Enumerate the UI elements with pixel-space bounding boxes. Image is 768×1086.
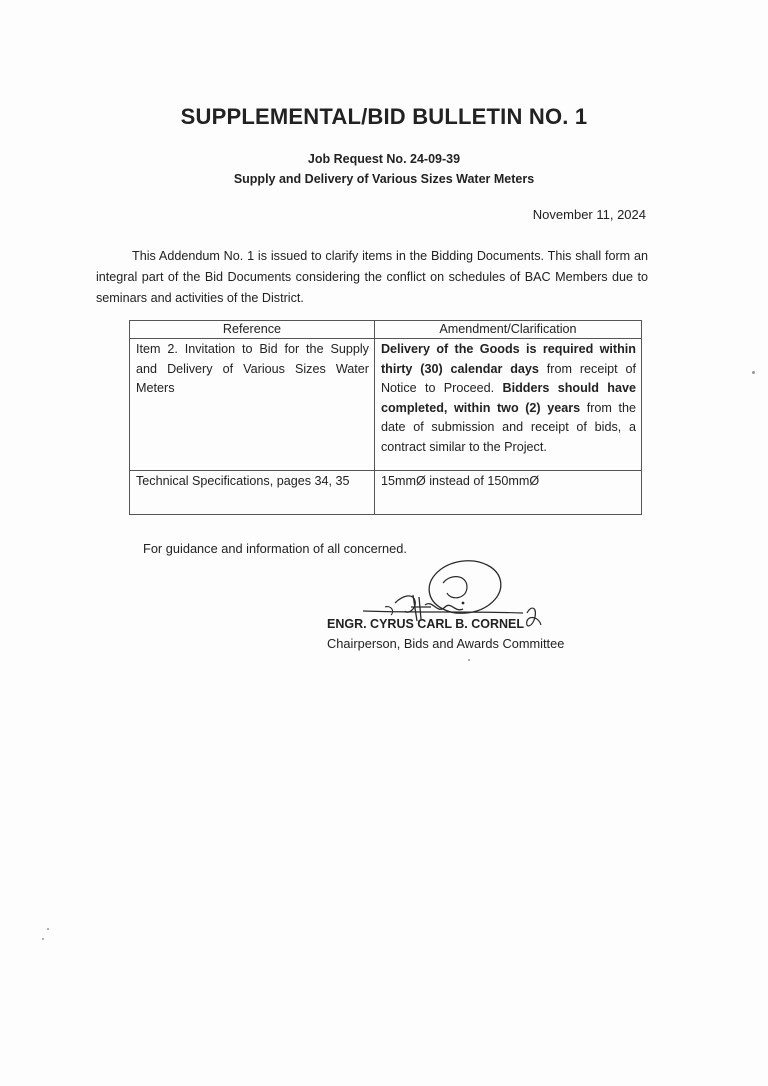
table-header-row	[130, 321, 642, 339]
signatory-name: ENGR. CYRUS CARL B. CORNEL	[327, 617, 525, 631]
bulletin-date: November 11, 2024	[532, 207, 646, 222]
row1-amendment-bold-1: Delivery of the Goods is required within thirty (30) calendar days	[380, 342, 636, 376]
scan-speck	[47, 928, 49, 930]
row1-amendment-text-1: from receipt of Notice to Proceed.	[380, 361, 636, 395]
guidance-note: For guidance and information of all concerned.	[143, 541, 407, 556]
job-request-number: Job Request No. 24-09-39	[307, 152, 461, 166]
row2-reference: Technical Specifications, pages 34, 35	[130, 471, 375, 515]
signatory-title: Chairperson, Bids and Awards Committee	[327, 636, 565, 651]
header-amendment: Amendment/Clarification	[374, 321, 641, 339]
header-reference: Reference	[130, 321, 375, 339]
row1-amendment-bold-2: Bidders should have completed, within two (2) years	[380, 381, 636, 415]
signature-image	[355, 555, 545, 645]
scan-speck	[42, 938, 44, 940]
bulletin-title: SUPPLEMENTAL/BID BULLETIN NO. 1	[180, 104, 588, 129]
scan-speck	[468, 659, 470, 661]
scan-speck	[752, 371, 755, 374]
table-row	[130, 471, 642, 515]
row2-amendment: 15mmØ instead of 150mmØ	[374, 471, 641, 515]
amendment-table	[129, 320, 642, 515]
row1-amendment	[374, 339, 641, 471]
project-name: Supply and Delivery of Various Sizes Water Meters	[233, 172, 535, 186]
row1-amendment-text-2: from the date of submission and receipt of bids, a contract similar to the Project.	[380, 400, 636, 454]
table-row	[130, 339, 642, 471]
row1-reference: Item 2. Invitation to Bid for the Supply and Delivery of Various Sizes Water Meters	[130, 339, 375, 471]
intro-paragraph: This Addendum No. 1 is issued to clarify items in the Bidding Documents. This shall form an integral part of the Bid Documents considering the conflict on schedules of BAC Members due to seminars and activities of the District.	[96, 249, 648, 305]
